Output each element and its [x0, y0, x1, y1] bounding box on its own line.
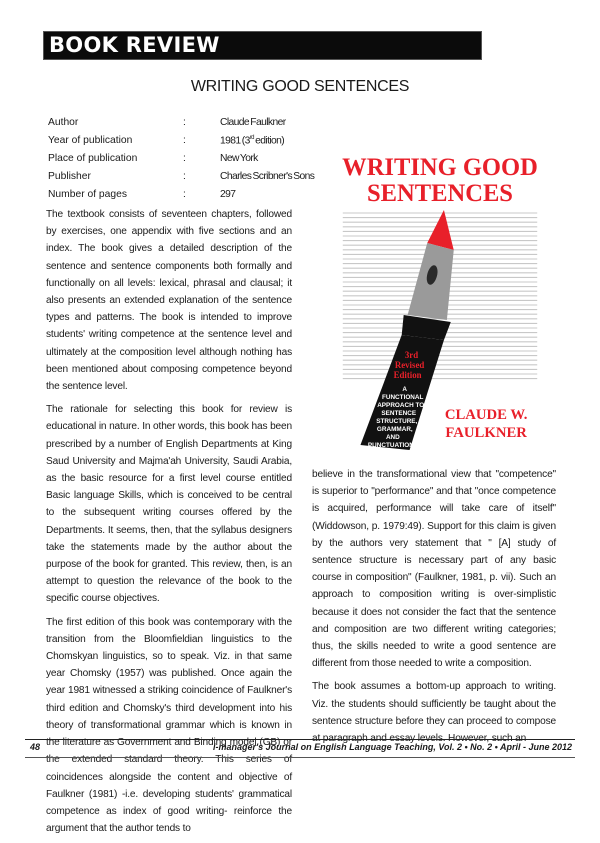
meta-key: Place of publication — [48, 153, 138, 164]
cover-subtitle: A — [402, 385, 407, 394]
journal-citation: i-manager's Journal on English Language Teaching, Vol. 2 • No. 2 • April - June 2012 — [212, 742, 572, 752]
meta-row-place — [48, 153, 308, 171]
paragraph: The rationale for selecting this book for review is educational in nature. In other words, this book has been prescribed by a number of English Departments at King Saud University and Majma'ah University, Saudi Arabia, as the basic resource for a first level course entitled Basic language Skills, which is conceived to be central to the subsequent writing courses offered by the Departments. It seems, then, that the syllabus designers take the statements made by the author about the purpose of the book for granted. This review, then, is an attempt to question the relevance of the book to the specific course objectives. — [46, 404, 292, 605]
paragraph: The first edition of this book was contemporary with the transition from the Bloomfieldian linguistics to the Chomskyan linguistics, so to speak. Viz. in that same year Chomsky (1957) was published. Once again the year 1981 witnessed a striking coincidence of Faulkner's third edition and Chomsky's third development into his theory of transformational grammar which is known in the literature as Government and Binding model (GB) or the extended standard theory. This series of coincidences alongside the content and objective of Faulkner (1981) -i.e. developing students' grammatical competence as index of good writing- reinforce the argument that the author tends to — [46, 616, 292, 835]
book-cover-image — [331, 145, 549, 460]
meta-value — [220, 135, 284, 146]
meta-key: Publisher — [48, 171, 91, 182]
meta-row-year — [48, 135, 308, 153]
footer-rule — [25, 739, 575, 740]
meta-value: Claude Faulkner — [220, 117, 286, 128]
book-metadata — [48, 117, 315, 207]
paragraph: The book assumes a bottom-up approach to writing. Viz. the students should sufficiently be taught about the sentence structure before they can proceed to compose at paragraph and essay levels. However, such an — [312, 681, 556, 745]
meta-key: Number of pages — [48, 189, 127, 200]
cover-subtitle: STRUCTURE, — [376, 417, 418, 426]
section-banner — [43, 31, 482, 60]
meta-row-author — [48, 117, 308, 135]
meta-sep: : — [183, 189, 186, 200]
meta-value: New York — [220, 153, 258, 164]
meta-sep: : — [183, 135, 186, 146]
cover-subtitle: SENTENCE — [381, 409, 417, 418]
cover-subtitle: GRAMMAR, — [376, 425, 413, 434]
paragraph: The textbook consists of seventeen chapters, followed by exercises, one appendix with five sections and an index. The book gives a detailed description of the sentence and sentence components both formally and functionally on all levels: lexical, phrasal and clausal; it also presents an extended explanation of the sentence types and patterns. The book is intended to improve students' writing competence at the sentence level and ultimately at the composition level although nothing has been mentioned about composing competence beyond the sentence level. — [46, 209, 292, 393]
book-cover-illustration — [331, 145, 549, 460]
meta-value-sup: rd — [249, 135, 254, 141]
cover-edition: 3rd — [404, 349, 419, 361]
meta-row-publisher — [48, 171, 315, 189]
cover-author-line1: CLAUDE W. — [444, 406, 528, 424]
cover-author-line2: FAULKNER — [445, 424, 527, 442]
right-column — [312, 466, 556, 753]
cover-title-line1: WRITING GOOD — [342, 153, 538, 182]
meta-row-pages — [48, 189, 308, 207]
cover-subtitle: FUNCTIONAL — [381, 393, 424, 402]
paragraph: believe in the transformational view that "competence" is superior to "performance" and that "once competence is acquired, performance will take care of itself" (Widdowson, p. 1979:49). Support for this claim is given by the authors very statement that " [A] study of sentence structure is necessary part of any basic course in composition" (Faulkner, 1981, p. vii). Such an approach to composition writing is over-simplistic because it does not consider the fact that the sentence and composition are two different writing categories; thus, the skills needed to write a good sentence are different from those needed to write a composition. — [312, 469, 556, 670]
cover-edition: Revised — [394, 359, 425, 371]
meta-value: Charles Scribner's Sons — [220, 171, 315, 182]
section-label: BOOK REVIEW — [49, 33, 220, 57]
meta-key: Year of publication — [48, 135, 133, 146]
meta-sep: : — [183, 117, 186, 128]
page-title: WRITING GOOD SENTENCES — [190, 78, 410, 95]
meta-sep: : — [183, 171, 186, 182]
meta-key: Author — [48, 117, 79, 128]
cover-title-line2: SENTENCES — [367, 179, 513, 208]
cover-subtitle: AND — [385, 433, 400, 442]
meta-sep: : — [183, 153, 186, 164]
page-number: 48 — [30, 742, 41, 752]
meta-value: 297 — [220, 189, 236, 200]
meta-value-main: 1981 (3 — [220, 135, 250, 147]
meta-value-after: edition) — [253, 135, 285, 147]
cover-edition: Edition — [393, 369, 422, 381]
cover-subtitle: APPROACH TO — [377, 401, 425, 410]
footer-rule-bottom — [25, 757, 575, 758]
cover-subtitle: PUNCTUATION — [367, 441, 414, 450]
